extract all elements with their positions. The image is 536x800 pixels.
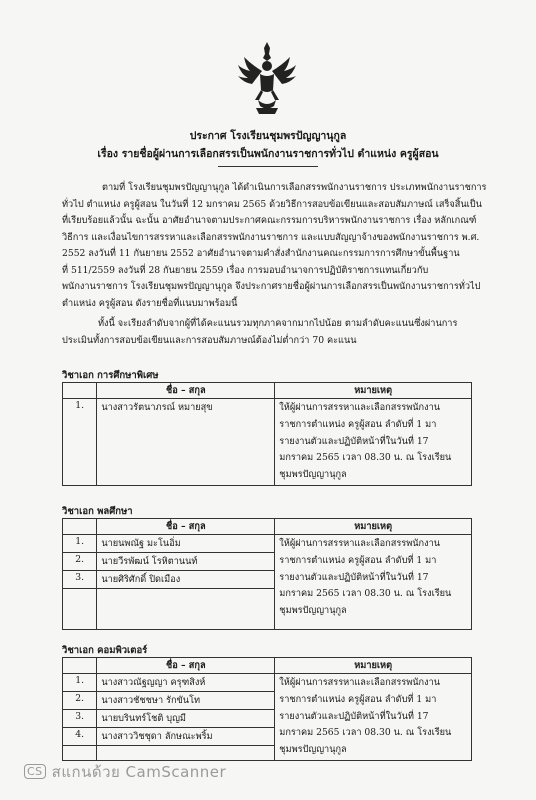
row-name: นายบรินทร์โชติ บุญมี — [97, 710, 275, 728]
header-note: หมายเหตุ — [275, 383, 472, 399]
note-line: มกราคม 2565 เวลา 08.30 น. ณ โรงเรียน — [279, 452, 452, 464]
table-row — [63, 535, 472, 553]
row-name-empty — [97, 746, 275, 761]
row-number: 2. — [63, 692, 97, 710]
row-name-empty — [97, 589, 275, 630]
row-number: 3. — [63, 571, 97, 589]
row-number: 1. — [63, 535, 97, 553]
section-title-physical-education: วิชาเอก พลศึกษา — [62, 506, 133, 517]
header-divider — [218, 166, 318, 167]
watermark-text: สแกนด้วย CamScanner — [51, 763, 227, 781]
note-line: มกราคม 2565 เวลา 08.30 น. ณ โรงเรียน — [279, 588, 452, 600]
note-line: ชุมพรปัญญานุกูล — [279, 744, 347, 756]
note-line: ชุมพรปัญญานุกูล — [279, 605, 347, 617]
row-note — [275, 674, 472, 761]
paragraph-line: ตามที่ โรงเรียนชุมพรปัญญานุกูล ได้ดำเนินการเลือกสรรพนักงานราชการ ประเภทพนักงานราชการ — [102, 182, 487, 193]
row-name: นายศิริศักดิ์ ปิดเมือง — [97, 571, 275, 589]
row-number: 3. — [63, 710, 97, 728]
note-line: ให้ผู้ผ่านการสรรหาและเลือกสรรพนักงาน — [279, 677, 441, 688]
header-name: ชื่อ – สกุล — [97, 383, 275, 399]
table-special-education — [62, 382, 472, 486]
paragraph-line: ทั้งนี้ จะเรียงลำดับจากผู้ที่ได้คะแนนรวมทุกภาคจากมากไปน้อย ตามลำดับคะแนนซึ่งผ่านการ — [98, 318, 458, 329]
paragraph-line: ทั่วไป ตำแหน่ง ครูผู้สอน ในวันที่ 12 มกราคม 2565 ด้วยวิธีการสอบข้อเขียนและสอบสัมภาษณ์ เสร็จสิ้นเป็น — [62, 198, 482, 210]
paragraph-line: 2552 ลงวันที่ 11 กันยายน 2552 อาศัยอำนาจตามคำสั่งสำนักงานคณะกรรมการการศึกษาขั้นพื้นฐาน — [62, 248, 460, 259]
note-line: รายงานตัวและปฏิบัติหน้าที่ในวันที่ 17 — [279, 571, 429, 583]
row-name: นางสาวรัตนาภรณ์ หมายสุข — [97, 399, 275, 486]
header-note: หมายเหตุ — [275, 519, 472, 535]
section-title-special-education: วิชาเอก การศึกษาพิเศษ — [62, 370, 159, 381]
garuda-emblem-icon — [236, 40, 298, 118]
header-note: หมายเหตุ — [275, 658, 472, 674]
note-line: ราชการตำแหน่ง ครูผู้สอน ลำดับที่ 1 มา — [279, 693, 437, 705]
body-paragraph-2 — [62, 316, 480, 349]
note-line: ให้ผู้ผ่านการสรรหาและเลือกสรรพนักงาน — [279, 402, 441, 413]
row-note — [275, 535, 472, 630]
paragraph-line: พนักงานราชการ โรงเรียนชุมพรปัญญานุกูล จึงประกาศรายชื่อผู้ผ่านการเลือกสรรเป็นพนักงานราชการทั่วไป — [62, 281, 481, 292]
row-name: นางสาวชัชชษา รักขันโท — [97, 692, 275, 710]
header-no — [63, 658, 97, 674]
row-number: 1. — [63, 399, 97, 486]
paragraph-line: ที่เรียบร้อยแล้วนั้น ฉะนั้น อาศัยอำนาจตามประกาศคณะกรรมการบริหารพนักงานราชการ เรื่อง หลักเกณฑ์ — [62, 215, 477, 226]
header-name: ชื่อ – สกุล — [97, 519, 275, 535]
section-title-computer: วิชาเอก คอมพิวเตอร์ — [62, 645, 148, 656]
header-no — [63, 519, 97, 535]
table-physical-education — [62, 518, 472, 630]
row-number: 4. — [63, 728, 97, 746]
row-number: 2. — [63, 553, 97, 571]
body-paragraph-1 — [62, 180, 487, 312]
paragraph-line: ตำแหน่ง ครูผู้สอน ดังรายชื่อที่แนบมาพร้อมนี้ — [62, 297, 238, 309]
header-no — [63, 383, 97, 399]
paragraph-line: ประเมินทั้งการสอบข้อเขียนและการสอบสัมภาษณ์ต้องไม่ต่ำกว่า 70 คะแนน — [62, 334, 357, 346]
row-number-empty — [63, 746, 97, 761]
note-line: ชุมพรปัญญานุกูล — [279, 469, 347, 481]
note-line: ราชการตำแหน่ง ครูผู้สอน ลำดับที่ 1 มา — [279, 418, 437, 430]
table-row — [63, 399, 472, 486]
row-name: นายนพณัฐ มะโนอิ่ม — [97, 535, 275, 553]
table-row — [63, 674, 472, 692]
row-name: นายวีรพัฒน์ โรหิตานนท์ — [97, 553, 275, 571]
row-note — [275, 399, 472, 486]
camscanner-logo-icon: CS — [24, 764, 46, 779]
table-computer — [62, 657, 472, 761]
row-number-empty — [63, 589, 97, 630]
header-name: ชื่อ – สกุล — [97, 658, 275, 674]
row-number: 1. — [63, 674, 97, 692]
note-line: มกราคม 2565 เวลา 08.30 น. ณ โรงเรียน — [279, 727, 452, 739]
camscanner-watermark — [24, 760, 226, 784]
paragraph-line: วิธีการ และเงื่อนไขการสรรหาและเลือกสรรพนักงานราชการ และแบบสัญญาจ้างของพนักงานราชการ พ.ศ. — [62, 231, 480, 243]
note-line: รายงานตัวและปฏิบัติหน้าที่ในวันที่ 17 — [279, 710, 429, 722]
row-name: นางสาววิชชุดา ลักษณะพริ้ม — [97, 728, 275, 746]
announcement-title: ประกาศ โรงเรียนชุมพรปัญญานุกูล — [189, 130, 347, 142]
note-line: รายงานตัวและปฏิบัติหน้าที่ในวันที่ 17 — [279, 435, 429, 447]
note-line: ราชการตำแหน่ง ครูผู้สอน ลำดับที่ 1 มา — [279, 554, 437, 566]
row-name: นางสาวณัฐญญา ครุฑสิงห์ — [97, 674, 275, 692]
note-line: ให้ผู้ผ่านการสรรหาและเลือกสรรพนักงาน — [279, 538, 441, 549]
announcement-subject: เรื่อง รายชื่อผู้ผ่านการเลือกสรรเป็นพนักงานราชการทั่วไป ตำแหน่ง ครูผู้สอน — [97, 148, 439, 160]
paragraph-line: ที่ 511/2559 ลงวันที่ 28 กันยายน 2559 เรื่อง การมอบอำนาจการปฏิบัติราชการแทนเกี่ยวกับ — [62, 264, 429, 276]
